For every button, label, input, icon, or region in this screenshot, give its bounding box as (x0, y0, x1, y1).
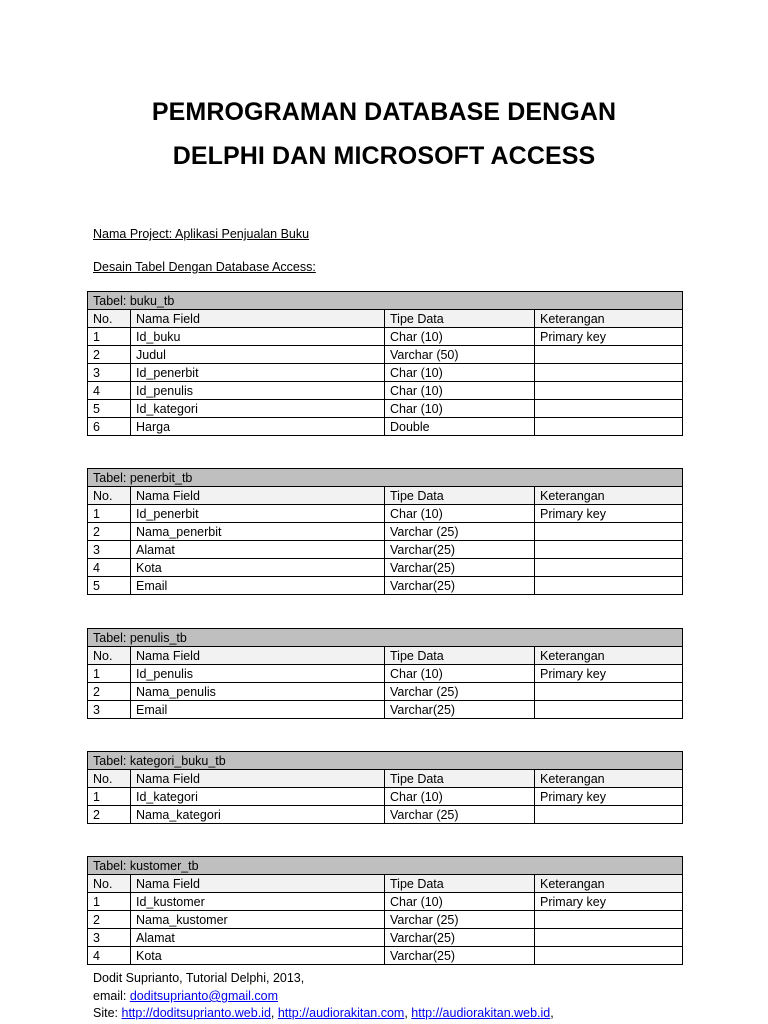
field-table (87, 628, 683, 719)
table-cell: Varchar (25) (385, 806, 535, 824)
table-cell (535, 947, 683, 965)
table-cell: 2 (88, 523, 131, 541)
table-header-row (88, 487, 683, 505)
table-caption: Tabel: buku_tb (88, 292, 683, 310)
table-row (88, 577, 683, 595)
footer-separator: , (270, 1006, 278, 1020)
table-cell: Primary key (535, 328, 683, 346)
table-cell: Varchar (25) (385, 523, 535, 541)
table-cell: Id_penulis (131, 665, 385, 683)
table-row (88, 947, 683, 965)
table-cell: Kota (131, 559, 385, 577)
table-cell: Char (10) (385, 382, 535, 400)
table-cell: 1 (88, 788, 131, 806)
table-cell: 4 (88, 947, 131, 965)
field-table (87, 291, 683, 436)
table-cell: 5 (88, 577, 131, 595)
table-cell: 3 (88, 701, 131, 719)
table-cell: Primary key (535, 665, 683, 683)
column-header: Nama Field (131, 487, 385, 505)
table-cell (535, 541, 683, 559)
footer-site-link-3[interactable]: http://audiorakitan.web.id (411, 1006, 551, 1020)
table-row (88, 523, 683, 541)
table-caption-row (88, 469, 683, 487)
table-caption: Tabel: penulis_tb (88, 629, 683, 647)
document-title-line-1: PEMROGRAMAN DATABASE DENGAN (151, 98, 617, 126)
table-cell (535, 929, 683, 947)
column-header: No. (88, 310, 131, 328)
table-cell: Double (385, 418, 535, 436)
table-header-row (88, 875, 683, 893)
column-header: No. (88, 875, 131, 893)
table-caption: Tabel: kustomer_tb (88, 857, 683, 875)
table-cell: Id_kustomer (131, 893, 385, 911)
footer-trailing-comma: , (550, 1006, 554, 1020)
footer-email-label: email: (93, 989, 130, 1003)
table-cell: 3 (88, 929, 131, 947)
table-cell: 2 (88, 346, 131, 364)
table-cell: 4 (88, 382, 131, 400)
project-name-label: Nama Project: Aplikasi Penjualan Buku (93, 227, 310, 241)
column-header: No. (88, 647, 131, 665)
table-cell: 6 (88, 418, 131, 436)
table-cell: Kota (131, 947, 385, 965)
column-header: Tipe Data (385, 310, 535, 328)
table-cell: Alamat (131, 541, 385, 559)
field-table (87, 468, 683, 595)
column-header: No. (88, 770, 131, 788)
table-cell: Varchar(25) (385, 577, 535, 595)
table-cell: Alamat (131, 929, 385, 947)
table-cell: 1 (88, 665, 131, 683)
table-design-label: Desain Tabel Dengan Database Access: (93, 260, 316, 274)
table-cell: Id_penulis (131, 382, 385, 400)
footer-site-label: Site: (93, 1006, 122, 1020)
table-caption-row (88, 292, 683, 310)
table-row (88, 683, 683, 701)
table-cell: 2 (88, 806, 131, 824)
table-cell: Varchar(25) (385, 559, 535, 577)
table-cell (535, 346, 683, 364)
table-cell: Varchar (25) (385, 683, 535, 701)
table-cell: Varchar(25) (385, 541, 535, 559)
column-header: Nama Field (131, 647, 385, 665)
table-cell (535, 418, 683, 436)
column-header: Keterangan (535, 310, 683, 328)
table-row (88, 418, 683, 436)
table-cell: Char (10) (385, 893, 535, 911)
table-cell: Judul (131, 346, 385, 364)
table-row (88, 929, 683, 947)
table-cell: Primary key (535, 788, 683, 806)
table-cell (535, 382, 683, 400)
table-row (88, 893, 683, 911)
table-cell: Char (10) (385, 505, 535, 523)
table-cell: Varchar(25) (385, 929, 535, 947)
table-row (88, 400, 683, 418)
table-row (88, 346, 683, 364)
table-cell (535, 683, 683, 701)
column-header: Nama Field (131, 770, 385, 788)
footer-email-link[interactable]: doditsuprianto@gmail.com (129, 989, 279, 1003)
table-cell: 3 (88, 541, 131, 559)
table-row (88, 665, 683, 683)
table-cell: Char (10) (385, 788, 535, 806)
table-cell: Email (131, 577, 385, 595)
table-row (88, 788, 683, 806)
table-cell: Id_kategori (131, 400, 385, 418)
table-row (88, 382, 683, 400)
table-caption-row (88, 629, 683, 647)
table-cell: Harga (131, 418, 385, 436)
table-cell (535, 523, 683, 541)
footer-site-link-1[interactable]: http://doditsuprianto.web.id (121, 1006, 271, 1020)
table-cell (535, 701, 683, 719)
table-row (88, 505, 683, 523)
table-cell: 1 (88, 893, 131, 911)
table-cell: Char (10) (385, 328, 535, 346)
table-row (88, 541, 683, 559)
table-cell: 2 (88, 683, 131, 701)
table-cell: Varchar(25) (385, 701, 535, 719)
field-table (87, 751, 683, 824)
table-cell: Char (10) (385, 665, 535, 683)
column-header: Keterangan (535, 487, 683, 505)
table-header-row (88, 647, 683, 665)
table-cell: 5 (88, 400, 131, 418)
column-header: Tipe Data (385, 487, 535, 505)
table-row (88, 911, 683, 929)
table-cell (535, 806, 683, 824)
column-header: Nama Field (131, 875, 385, 893)
table-caption: Tabel: kategori_buku_tb (88, 752, 683, 770)
table-cell: Varchar (50) (385, 346, 535, 364)
table-row (88, 701, 683, 719)
table-cell: Id_penerbit (131, 505, 385, 523)
table-cell: 2 (88, 911, 131, 929)
footer-author: Dodit Suprianto, Tutorial Delphi, 2013, (93, 971, 305, 985)
table-cell: 1 (88, 505, 131, 523)
table-cell: Primary key (535, 505, 683, 523)
table-cell: Varchar (25) (385, 911, 535, 929)
table-caption: Tabel: penerbit_tb (88, 469, 683, 487)
table-cell: Char (10) (385, 364, 535, 382)
column-header: Keterangan (535, 647, 683, 665)
table-row (88, 806, 683, 824)
footer-email-line (93, 988, 278, 1004)
table-caption-row (88, 857, 683, 875)
column-header: Keterangan (535, 875, 683, 893)
table-cell: 4 (88, 559, 131, 577)
table-header-row (88, 310, 683, 328)
table-cell: Primary key (535, 893, 683, 911)
table-cell: 3 (88, 364, 131, 382)
table-cell: Email (131, 701, 385, 719)
table-cell: Varchar(25) (385, 947, 535, 965)
footer-site-line (93, 1005, 554, 1021)
table-cell (535, 911, 683, 929)
table-header-row (88, 770, 683, 788)
column-header: Tipe Data (385, 647, 535, 665)
field-table (87, 856, 683, 965)
column-header: Nama Field (131, 310, 385, 328)
table-cell: Id_buku (131, 328, 385, 346)
column-header: No. (88, 487, 131, 505)
column-header: Tipe Data (385, 875, 535, 893)
footer-site-link-2[interactable]: http://audiorakitan.com (277, 1006, 405, 1020)
table-cell: Nama_penerbit (131, 523, 385, 541)
table-cell (535, 400, 683, 418)
table-cell: Id_penerbit (131, 364, 385, 382)
table-cell: Char (10) (385, 400, 535, 418)
document-title-line-2: DELPHI DAN MICROSOFT ACCESS (172, 142, 596, 170)
footer-separator: , (404, 1006, 412, 1020)
table-cell (535, 577, 683, 595)
table-cell: Nama_kategori (131, 806, 385, 824)
table-cell: Nama_penulis (131, 683, 385, 701)
table-caption-row (88, 752, 683, 770)
column-header: Tipe Data (385, 770, 535, 788)
table-cell: 1 (88, 328, 131, 346)
table-cell (535, 364, 683, 382)
table-row (88, 559, 683, 577)
table-cell: Id_kategori (131, 788, 385, 806)
table-cell: Nama_kustomer (131, 911, 385, 929)
table-cell (535, 559, 683, 577)
table-row (88, 364, 683, 382)
table-row (88, 328, 683, 346)
column-header: Keterangan (535, 770, 683, 788)
